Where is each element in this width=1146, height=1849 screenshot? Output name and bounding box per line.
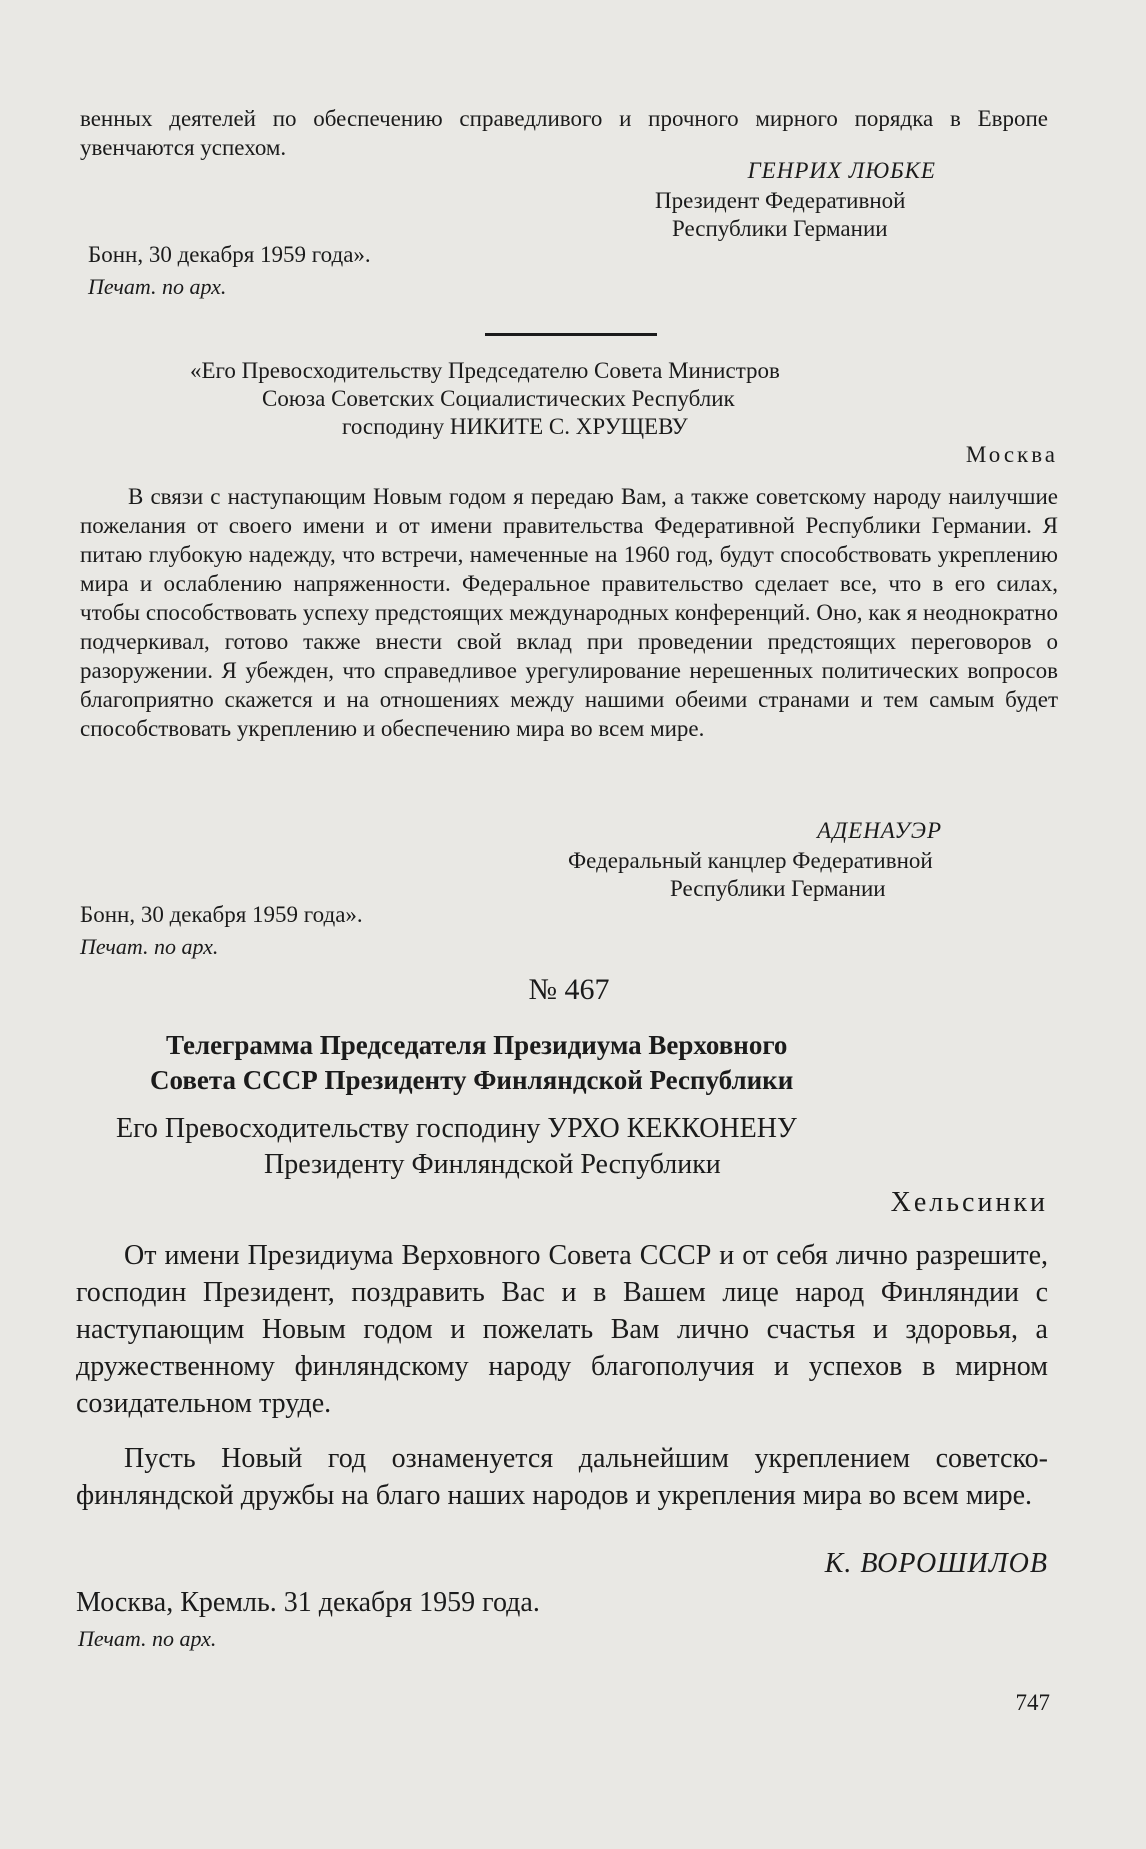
signature-title-line1: Федеральный канцлер Федеративной bbox=[568, 848, 933, 873]
address-line1: Его Превосходительству господину УРХО КЕККОНЕНУ bbox=[116, 1113, 797, 1144]
address-line3: господину НИКИТЕ С. ХРУЩЕВУ bbox=[342, 414, 688, 439]
city-moscow: Москва bbox=[965, 442, 1058, 467]
signature-title-line1: Президент Федеративной bbox=[655, 188, 906, 213]
address-line2: Президенту Финляндской Республики bbox=[264, 1149, 721, 1180]
signature-title-line2: Республики Германии bbox=[672, 216, 888, 241]
place-date: Бонн, 30 декабря 1959 года». bbox=[80, 902, 363, 927]
signature-title-line2: Республики Германии bbox=[670, 876, 886, 901]
separator-rule bbox=[485, 333, 657, 336]
place-date: Москва, Кремль. 31 декабря 1959 года. bbox=[76, 1587, 540, 1618]
address-line1: «Его Превосходительству Председателю Совета Министров bbox=[190, 358, 780, 383]
signature-lubke: ГЕНРИХ ЛЮБКЕ bbox=[747, 158, 936, 183]
signature-voroshilov: К. ВОРОШИЛОВ bbox=[824, 1548, 1048, 1579]
paragraph-continuation: венных деятелей по обеспечению справедливого и прочного мирного порядка в Европе увенчаются успехом. bbox=[80, 106, 1048, 160]
letter-body: В связи с наступающим Новым годом я передаю Вам, а также советскому народу наилучшие пожелания от своего имени и от имени правительства Федеративной Республики Германии. Я питаю глубокую надежду, что встречи, намеченные на 1960 год, будут способствовать укреплению мира и ослаблению напряженности. Федеральное правительство сделает все, что в его силах, чтобы способствовать успеху предстоящих международных конференций. Оно, как я неоднократно подчеркивал, готово также внести свой вклад при проведении предстоящих переговоров о разоружении. Я убежден, что справедливое урегулирование нерешенных политических вопросов благоприятно скажется и на отношениях между нашими обеими странами и тем самым будет способствовать укреплению и обеспечению мира во всем мире. bbox=[80, 484, 1058, 741]
signature-adenauer: АДЕНАУЭР bbox=[817, 818, 942, 843]
archive-note: Печат. по арх. bbox=[78, 1626, 217, 1651]
document-number: № 467 bbox=[528, 973, 610, 1006]
telegram-paragraph2: Пусть Новый год ознаменуется дальнейшим укреплением советско-финляндской дружбы на благо наших народов и укрепления мира во всем мире. bbox=[76, 1443, 1048, 1511]
city-helsinki: Хельсинки bbox=[890, 1187, 1048, 1218]
document-heading-line2: Совета СССР Президенту Финляндской Республики bbox=[150, 1065, 794, 1095]
archive-note: Печат. по арх. bbox=[80, 934, 219, 959]
page-number: 747 bbox=[1015, 1690, 1050, 1715]
place-date: Бонн, 30 декабря 1959 года». bbox=[88, 242, 371, 267]
document-heading-line1: Телеграмма Председателя Президиума Верховного bbox=[166, 1030, 788, 1060]
telegram-paragraph1: От имени Президиума Верховного Совета СССР и от себя лично разрешите, господин Президент, поздравить Вас и в Вашем лице народ Финляндии с наступающим Новым годом и пожелать Вам лично счастья и здоровья, а дружественному финляндскому народу благополучия и успехов в мирном созидательном труде. bbox=[76, 1240, 1048, 1419]
archive-note: Печат. по арх. bbox=[88, 274, 227, 299]
address-line2: Союза Советских Социалистических Республик bbox=[262, 386, 735, 411]
